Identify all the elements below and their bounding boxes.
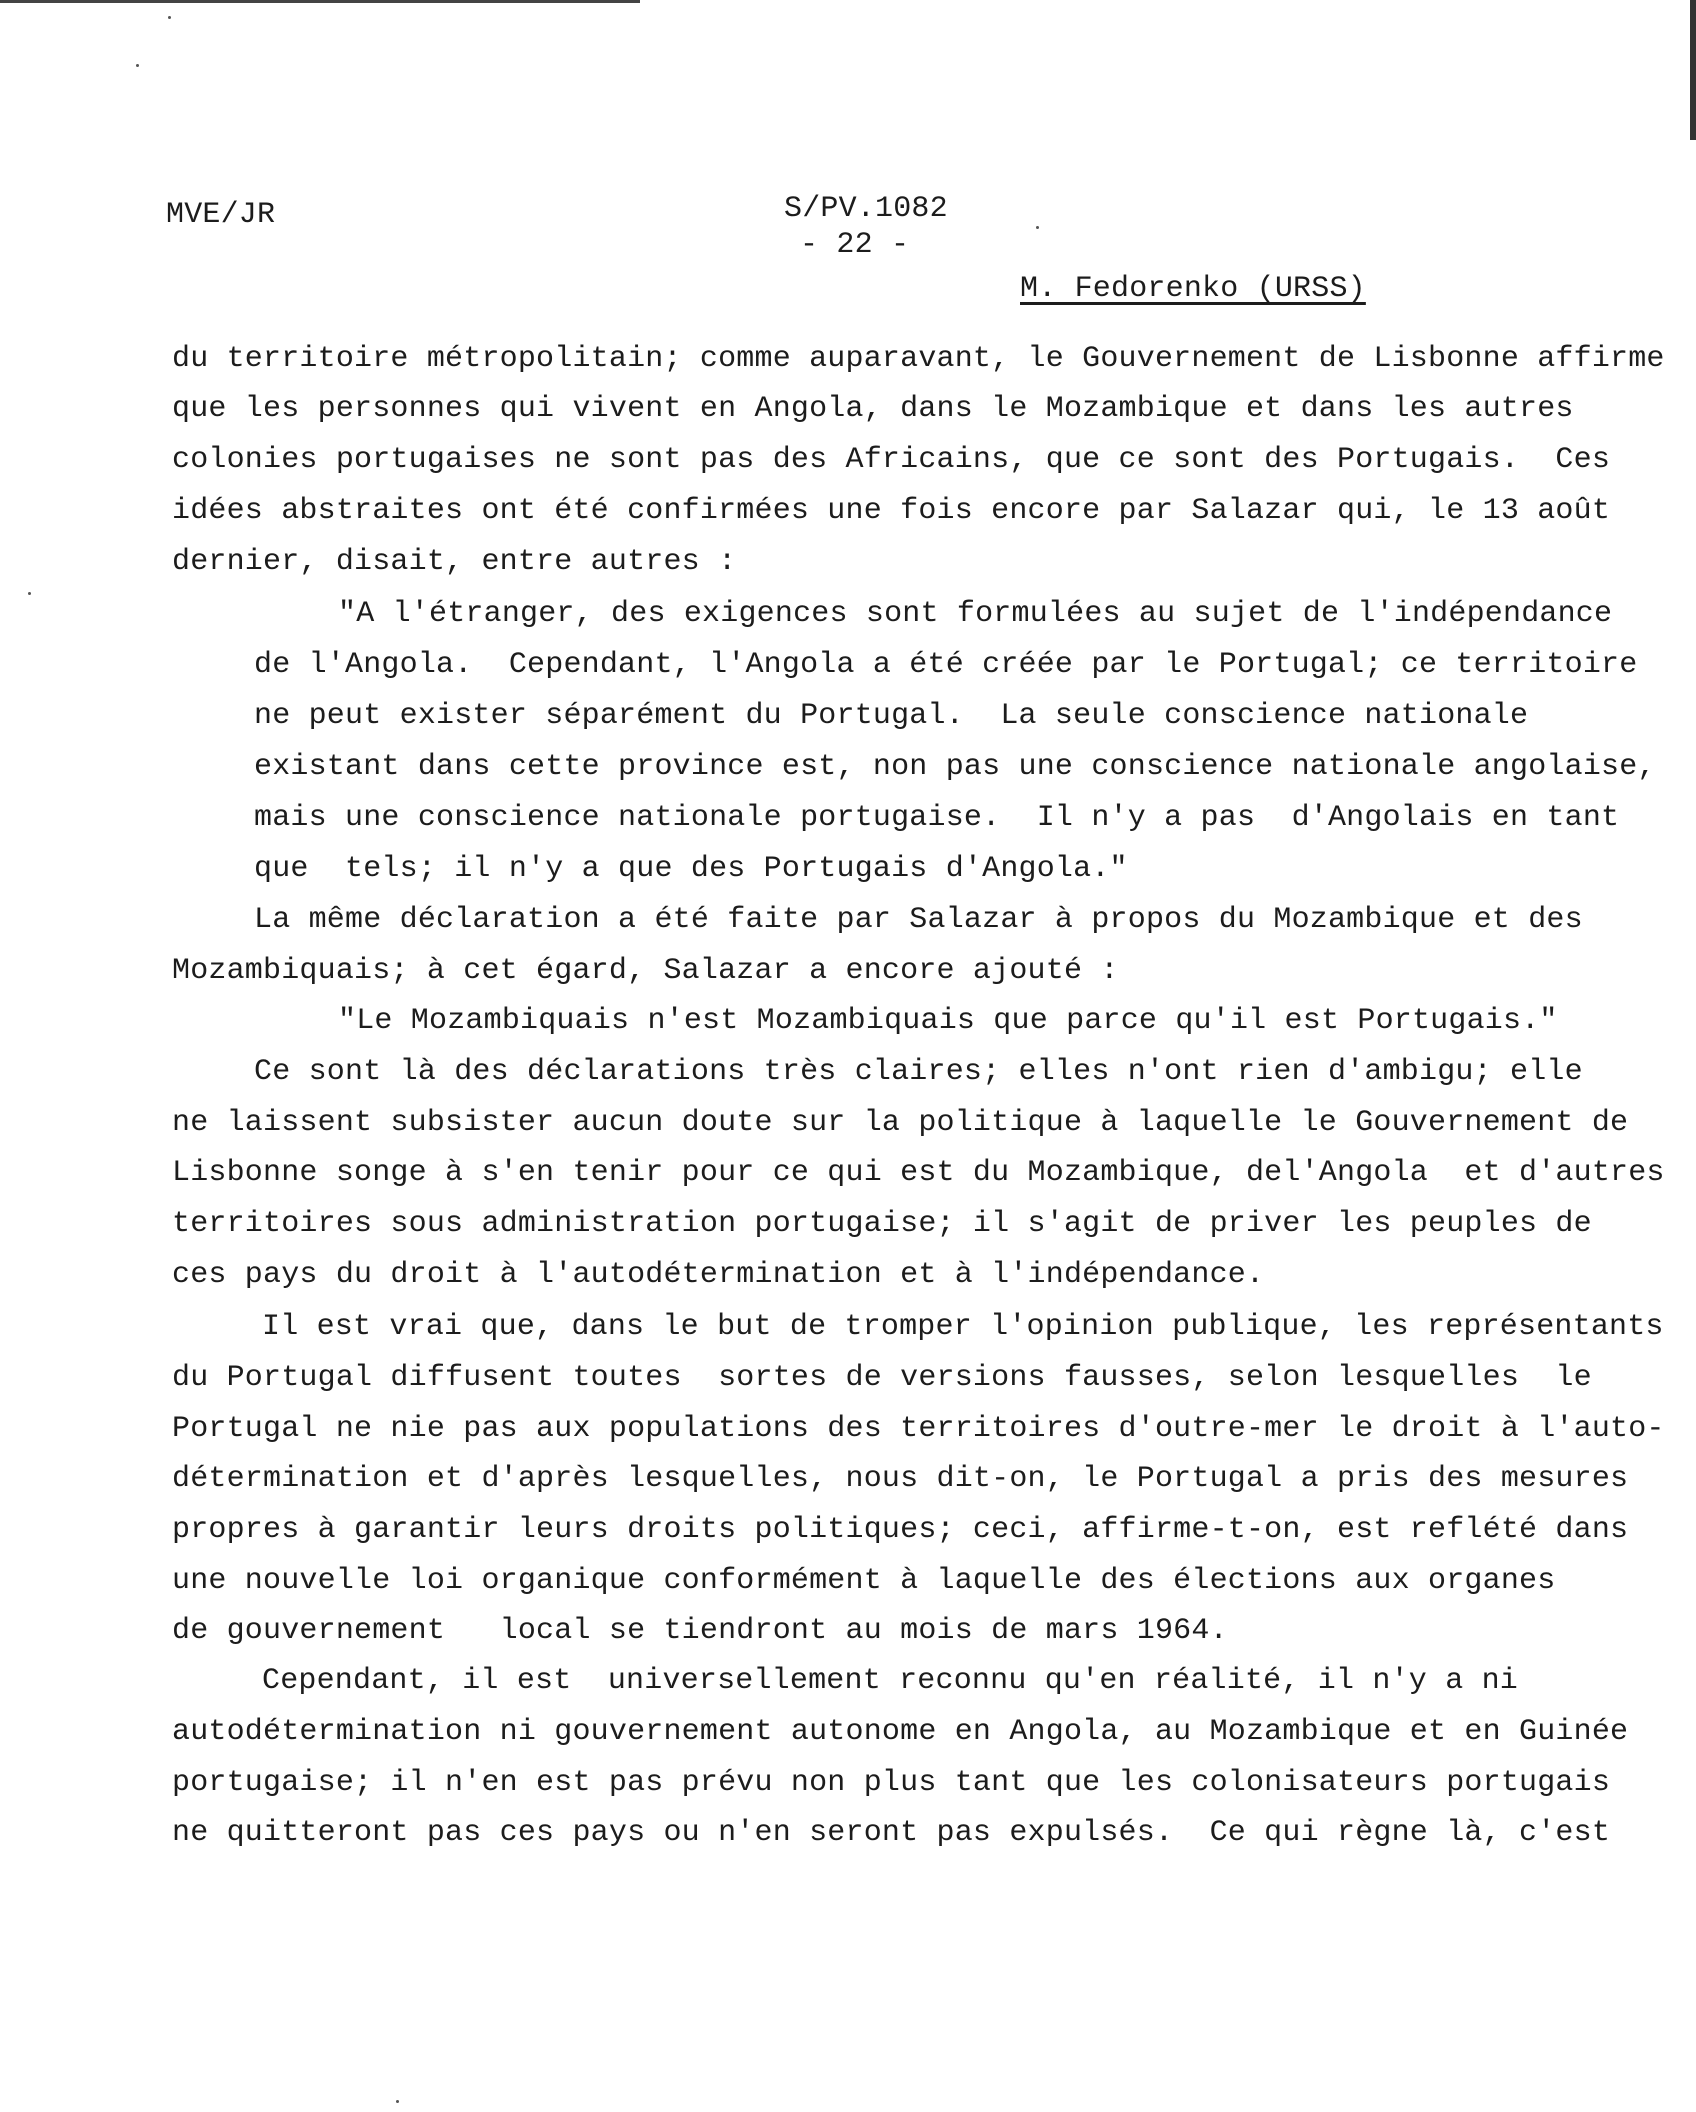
body-line: ne laissent subsister aucun doute sur la politique à laquelle le Gouvernement de: [172, 1106, 1629, 1140]
quote-line: mais une conscience nationale portugaise. Il n'y a pas d'Angolais en tant: [254, 801, 1620, 835]
quote-line: existant dans cette province est, non pas une conscience nationale angolaise,: [254, 750, 1656, 784]
scan-speck: [1036, 226, 1039, 229]
scan-speck: [28, 592, 31, 595]
body-line: que les personnes qui vivent en Angola, dans le Mozambique et dans les autres: [172, 392, 1574, 426]
body-line: La même déclaration a été faite par Salazar à propos du Mozambique et des: [254, 903, 1583, 937]
body-line: Ce sont là des déclarations très claires; elles n'ont rien d'ambigu; elle: [254, 1055, 1583, 1089]
body-line: du territoire métropolitain; comme auparavant, le Gouvernement de Lisbonne affirme: [172, 342, 1665, 376]
quote-line: ne peut exister séparément du Portugal. La seule conscience nationale: [254, 699, 1529, 733]
body-line: autodétermination ni gouvernement autonome en Angola, au Mozambique et en Guinée: [172, 1715, 1629, 1749]
body-line: dernier, disait, entre autres :: [172, 545, 737, 579]
scan-speck: [168, 16, 171, 19]
quote-line: de l'Angola. Cependant, l'Angola a été créée par le Portugal; ce territoire: [254, 648, 1638, 682]
body-line: ne quitteront pas ces pays ou n'en seront pas expulsés. Ce qui règne là, c'est: [172, 1816, 1611, 1850]
body-line: Cependant, il est universellement reconnu qu'en réalité, il n'y a ni: [262, 1664, 1519, 1698]
body-line: idées abstraites ont été confirmées une fois encore par Salazar qui, le 13 août: [172, 494, 1611, 528]
body-line: Lisbonne songe à s'en tenir pour ce qui est du Mozambique, del'Angola et d'autres: [172, 1156, 1665, 1190]
body-line: ces pays du droit à l'autodétermination et à l'indépendance.: [172, 1258, 1265, 1292]
body-line: portugaise; il n'en est pas prévu non plus tant que les colonisateurs portugais: [172, 1766, 1611, 1800]
body-line: de gouvernement local se tiendront au mois de mars 1964.: [172, 1614, 1228, 1648]
body-line: Mozambiquais; à cet égard, Salazar a encore ajouté :: [172, 954, 1119, 988]
page-number: - 22 -: [800, 228, 910, 262]
speaker-heading: M. Fedorenko (URSS): [1020, 272, 1366, 306]
body-line: Il est vrai que, dans le but de tromper l'opinion publique, les représentants: [262, 1310, 1664, 1344]
document-symbol: S/PV.1082: [784, 192, 948, 226]
document-reference: MVE/JR: [166, 198, 276, 232]
body-line: propres à garantir leurs droits politiques; ceci, affirme-t-on, est reflété dans: [172, 1513, 1629, 1547]
scan-speck: [136, 64, 139, 67]
body-line: territoires sous administration portugaise; il s'agit de priver les peuples de: [172, 1207, 1592, 1241]
quote-line: "A l'étranger, des exigences sont formulées au sujet de l'indépendance: [338, 597, 1613, 631]
scan-edge-line: [0, 0, 640, 3]
body-line: du Portugal diffusent toutes sortes de versions fausses, selon lesquelles le: [172, 1361, 1592, 1395]
quote-line: "Le Mozambiquais n'est Mozambiquais que parce qu'il est Portugais.": [338, 1004, 1558, 1038]
body-line: Portugal ne nie pas aux populations des territoires d'outre-mer le droit à l'auto-: [172, 1412, 1665, 1446]
quote-line: que tels; il n'y a que des Portugais d'Angola.": [254, 852, 1128, 886]
body-line: une nouvelle loi organique conformément à laquelle des élections aux organes: [172, 1564, 1556, 1598]
scan-speck: [396, 2100, 399, 2103]
body-line: colonies portugaises ne sont pas des Africains, que ce sont des Portugais. Ces: [172, 443, 1611, 477]
body-line: détermination et d'après lesquelles, nous dit-on, le Portugal a pris des mesures: [172, 1462, 1629, 1496]
scan-edge-shadow: [1690, 0, 1696, 140]
